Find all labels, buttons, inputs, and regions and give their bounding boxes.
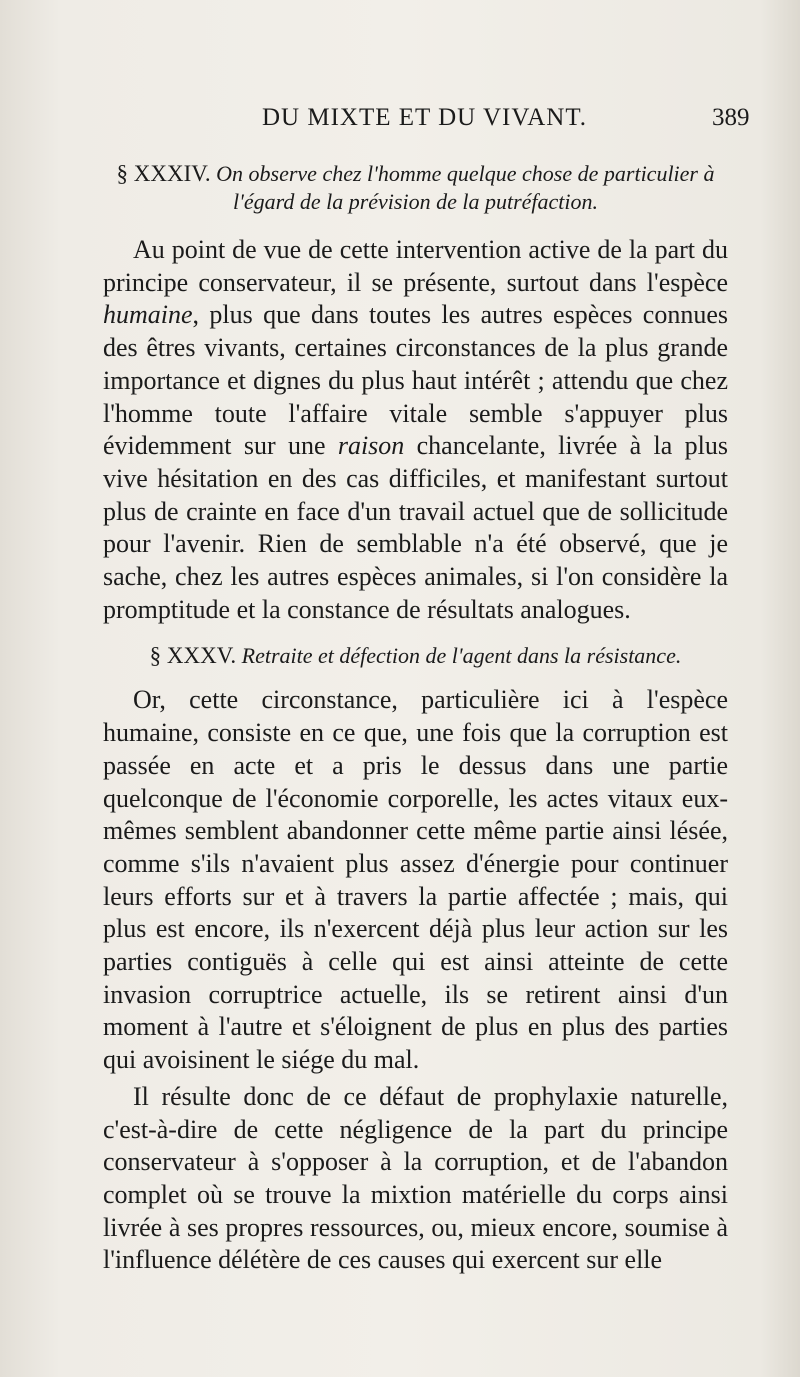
paragraph: Il résulte donc de ce défaut de prophylaxie naturelle, c'est-à-dire de cette négligence de la part du principe conservateur à s'opposer à la corruption, et de l'abandon complet où se trouve la mixtion matérielle du corps ainsi livrée à ses propres ressources, ou, mieux encore, soumise à l'influence délétère de ces causes qui exercent sur elle [103, 1081, 728, 1275]
italic-term: humaine [103, 300, 193, 330]
section-number: § XXXIV. [116, 161, 211, 186]
page-number: 389 [712, 104, 750, 131]
section-number: § XXXV. [149, 643, 237, 669]
running-title: DU MIXTE ET DU VIVANT. [262, 104, 587, 131]
section-heading [103, 160, 728, 216]
paragraph: Or, cette circonstance, particulière ici à l'espèce humaine, consiste en ce que, une fois que la corruption est passée en acte et a pris le dessus dans une partie quelconque de l'économie corporelle, les actes vitaux eux-mêmes semblent abandonner cette même partie ainsi lésée, comme s'ils n'avaient plus assez d'énergie pour continuer leurs efforts sur et à travers la partie affectée ; mais, qui plus est encore, ils n'exercent déjà plus leur action sur les parties contiguës à celle qui est ainsi atteinte de cette invasion corruptrice actuelle, ils se retirent ainsi d'un moment à l'autre et s'éloignent de plus en plus des parties qui avoisinent le siége du mal. [103, 685, 728, 1075]
paragraph-text: , plus que dans toutes les autres espèces connues des êtres vivants, certaines circonstances de la plus grande importance et dignes du plus haut intérêt ; attendu que chez l'homme toute l'affaire vitale semble s'appuyer plus évidemment sur une [103, 300, 728, 461]
section-title: Retraite et défection de l'agent dans la résistance. [241, 643, 682, 669]
italic-term: raison [337, 431, 405, 461]
paragraph [103, 234, 728, 626]
paragraph-text: chancelante, livrée à la plus vive hésitation en des cas difficiles, et manifestant surtout plus de crainte en face d'un travail actuel que de sollicitude pour l'avenir. Rien de semblable n'a été observé, que je sache, chez les autres espèces animales, si l'on considère la promptitude et la constance de résultats analogues. [103, 431, 728, 624]
page-body [103, 160, 728, 1277]
running-head [0, 100, 800, 140]
section-title: On observe chez l'homme quelque chose de particulier à l'égard de la prévision de la putréfaction. [216, 161, 715, 214]
paragraph-text: Au point de vue de cette intervention active de la part du principe conservateur, il se présente, surtout dans l'espèce [103, 235, 728, 297]
section-heading [103, 642, 728, 670]
